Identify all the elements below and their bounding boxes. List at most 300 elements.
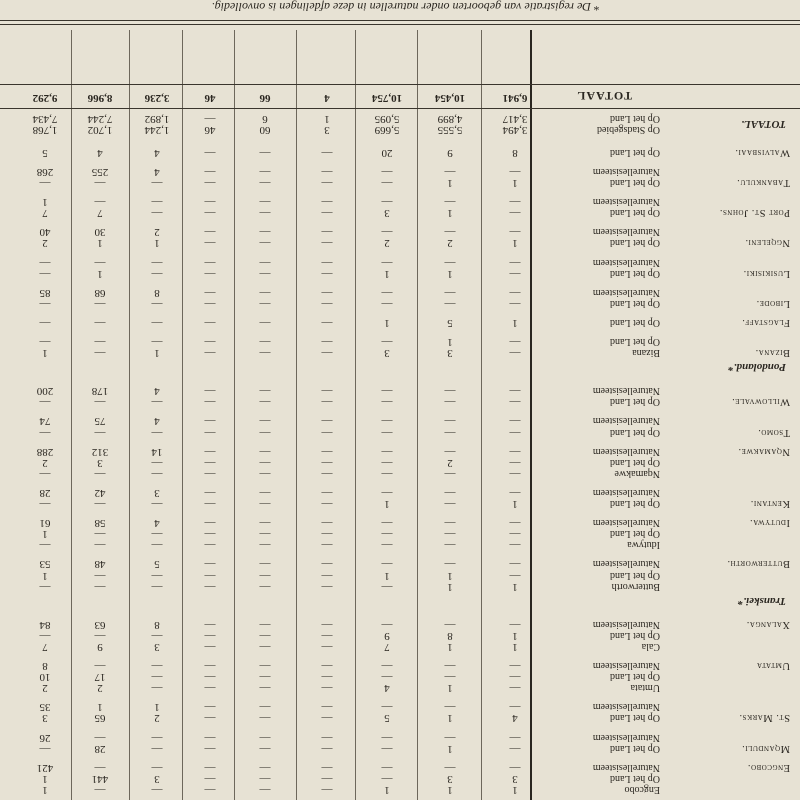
table-cell: 1 — [42, 347, 48, 360]
district-name: Port St. Johns. — [719, 207, 790, 219]
table-cell: 1 — [447, 267, 453, 280]
table-cell: — — [259, 456, 271, 469]
table-cell: 68 — [94, 286, 106, 299]
region-heading: Transkei.* — [737, 594, 786, 607]
table-cell: 4 — [97, 146, 103, 159]
row-label: Op het Land — [610, 297, 660, 309]
table-cell: — — [39, 177, 51, 190]
table-cell: — — [509, 426, 521, 439]
table-cell: — — [151, 177, 163, 190]
district-name: Willowvale. — [731, 396, 790, 408]
table-cell: 3 — [42, 712, 48, 725]
table-cell: 1 — [447, 580, 453, 593]
summary-row-label: Op het Land — [610, 112, 660, 124]
row-label: Butterworth — [611, 580, 660, 592]
table-cell: — — [381, 618, 393, 631]
table-cell: — — [151, 539, 163, 552]
table-cell: — — [151, 528, 163, 541]
row-label: Op het Land — [610, 396, 660, 408]
table-cell: — — [94, 660, 106, 673]
summary-cell: 5,095 — [374, 112, 400, 125]
table-cell: — — [259, 445, 271, 458]
table-cell: — — [94, 569, 106, 582]
table-cell: 1 — [384, 317, 390, 329]
summary-cell: 1,702 — [87, 123, 113, 136]
row-label: Op het Land — [610, 569, 660, 581]
table-cell: 5 — [447, 317, 453, 329]
table-cell: — — [94, 528, 106, 541]
row-label: Naturellesisteem — [592, 196, 660, 208]
grand-total-cell: 66 — [259, 91, 271, 104]
district-name: Flagstaff. — [741, 317, 790, 328]
row-label: Naturellesisteem — [592, 701, 660, 713]
table-cell: — — [259, 487, 271, 499]
table-cell: — — [321, 256, 333, 269]
table-cell: — — [381, 467, 393, 480]
table-cell: — — [381, 286, 393, 299]
table-cell: — — [444, 660, 456, 673]
table-cell: 14 — [151, 445, 163, 458]
table-cell: — — [204, 467, 216, 480]
table-cell: — — [509, 445, 521, 458]
table-cell: — — [259, 317, 271, 329]
table-cell: 1 — [384, 569, 390, 582]
table-cell: — — [94, 347, 106, 360]
table-cell: — — [39, 629, 51, 642]
summary-cell: 3,417 — [502, 112, 528, 125]
table-cell: — — [259, 528, 271, 541]
table-cell: 42 — [94, 487, 106, 499]
table-cell: — — [94, 539, 106, 552]
table-cell: — — [204, 660, 216, 673]
table-cell: 7 — [384, 641, 390, 653]
table-cell: — — [204, 196, 216, 209]
table-cell: — — [509, 731, 521, 744]
table-cell: — — [259, 784, 271, 796]
table-cell: 7 — [42, 641, 48, 653]
table-cell: — — [151, 207, 163, 220]
table-cell: — — [259, 297, 271, 310]
summary-cell: 7,434 — [32, 112, 58, 125]
table-cell: — — [259, 731, 271, 744]
table-cell: — — [204, 396, 216, 409]
grand-total-cell: 10,454 — [434, 91, 466, 104]
table-cell: 2 — [384, 237, 390, 250]
table-cell: — — [509, 347, 521, 360]
table-cell: — — [509, 456, 521, 469]
table-cell: 1 — [154, 347, 160, 360]
table-cell: 8 — [512, 146, 518, 159]
table-cell: 4 — [154, 517, 160, 530]
table-cell: — — [151, 580, 163, 593]
row-label: Naturellesisteem — [592, 487, 660, 498]
row-label: Naturellesisteem — [592, 731, 660, 743]
table-cell: — — [444, 226, 456, 239]
table-cell: — — [381, 396, 393, 409]
table-cell: 3 — [447, 772, 453, 785]
table-cell: — — [151, 731, 163, 744]
district-name: Walvisbaai. — [734, 146, 790, 158]
table-cell: — — [444, 558, 456, 571]
grand-total-cell: 10,754 — [371, 91, 403, 104]
summary-cell: 3,494 — [502, 123, 528, 136]
table-cell: — — [94, 467, 106, 480]
table-cell: 1 — [97, 701, 103, 714]
table-cell: 1 — [42, 784, 48, 796]
table-cell: — — [259, 415, 271, 428]
row-label: Naturellesisteem — [592, 286, 660, 298]
table-cell: — — [381, 671, 393, 684]
table-cell: — — [259, 286, 271, 299]
table-cell: — — [259, 146, 271, 159]
table-cell: — — [259, 660, 271, 673]
table-cell: 3 — [447, 347, 453, 360]
table-cell: — — [259, 207, 271, 220]
table-cell: — — [321, 618, 333, 631]
table-cell: — — [509, 336, 521, 349]
table-cell: 1 — [447, 641, 453, 653]
table-cell: — — [444, 445, 456, 458]
table-cell: 1 — [42, 772, 48, 785]
row-label: Op het Land — [610, 629, 660, 641]
table-cell: — — [321, 558, 333, 571]
table-cell: — — [259, 267, 271, 280]
table-cell: — — [204, 456, 216, 469]
table-cell: — — [509, 385, 521, 398]
table-cell: — — [381, 487, 393, 499]
table-cell: — — [321, 226, 333, 239]
row-label: Op het Land — [610, 317, 660, 328]
table-cell: 1 — [447, 336, 453, 349]
row-label: Op het Land — [610, 426, 660, 438]
table-cell: — — [259, 701, 271, 714]
table-cell: — — [509, 415, 521, 428]
table-cell: — — [204, 317, 216, 329]
table-cell: — — [204, 712, 216, 725]
table-cell: — — [509, 569, 521, 582]
table-cell: — — [321, 196, 333, 209]
row-label: Naturellesisteem — [592, 517, 660, 529]
table-cell: — — [509, 660, 521, 673]
table-cell: — — [259, 498, 271, 511]
table-cell: — — [259, 682, 271, 695]
table-cell: — — [151, 467, 163, 480]
table-cell: — — [204, 207, 216, 220]
table-cell: 1 — [512, 784, 518, 796]
table-cell: — — [94, 177, 106, 190]
row-label: Op het Land — [610, 772, 660, 784]
table-cell: — — [259, 517, 271, 530]
table-cell: — — [321, 426, 333, 439]
summary-cell: 1,892 — [144, 112, 170, 125]
table-cell: — — [151, 456, 163, 469]
table-cell: — — [321, 456, 333, 469]
table-cell: — — [509, 166, 521, 178]
footnote: * De registratie van geboorten onder naturellen in deze afdelingen is onvolledig. — [211, 0, 600, 14]
district-name: Nqamakwe. — [737, 445, 790, 457]
table-cell: — — [444, 517, 456, 530]
table-cell: — — [259, 712, 271, 725]
table-cell: 268 — [36, 166, 54, 178]
table-cell: — — [259, 336, 271, 349]
table-cell: 2 — [42, 682, 48, 695]
table-cell: — — [204, 671, 216, 684]
table-cell: — — [444, 385, 456, 398]
table-cell: — — [321, 385, 333, 398]
grand-total-label: TOTAAL — [576, 88, 632, 103]
row-label: Op het Land — [610, 336, 660, 348]
table-cell: 2 — [42, 237, 48, 250]
summary-cell: 1 — [324, 112, 330, 125]
table-cell: 63 — [94, 618, 106, 631]
table-cell: — — [381, 226, 393, 239]
table-cell: — — [151, 498, 163, 511]
summary-cell: 5,555 — [437, 123, 463, 136]
table-cell: 26 — [39, 731, 51, 744]
table-cell: — — [204, 426, 216, 439]
table-cell: — — [94, 196, 106, 209]
table-cell: — — [381, 742, 393, 755]
table-cell: — — [151, 784, 163, 796]
table-cell: 5 — [42, 146, 48, 159]
row-label: Op het Land — [610, 237, 660, 249]
bottom-rule — [0, 84, 800, 85]
table-cell: — — [259, 671, 271, 684]
table-cell: — — [321, 286, 333, 299]
table-cell: 1 — [384, 267, 390, 280]
table-cell: — — [509, 396, 521, 409]
table-cell: — — [321, 146, 333, 159]
table-cell: — — [151, 761, 163, 774]
table-cell: 421 — [36, 761, 54, 774]
table-cell: — — [259, 196, 271, 209]
table-cell: — — [259, 618, 271, 631]
table-cell: 9 — [97, 641, 103, 653]
row-label: Cala — [641, 641, 660, 652]
table-cell: — — [151, 336, 163, 349]
table-cell: — — [381, 177, 393, 190]
row-label: Umtata — [630, 682, 660, 694]
row-label: Naturellesisteem — [592, 256, 660, 268]
table-cell: 1 — [447, 742, 453, 755]
summary-cell: 4,899 — [437, 112, 463, 125]
table-cell: — — [321, 629, 333, 642]
table-cell: 30 — [94, 226, 106, 239]
top-rule-double — [0, 20, 800, 21]
summary-cell: 6 — [262, 112, 268, 125]
table-cell: — — [151, 267, 163, 280]
table-cell: 5 — [154, 558, 160, 571]
table-cell: — — [259, 742, 271, 755]
table-cell: 3 — [384, 207, 390, 220]
table-cell: — — [321, 267, 333, 280]
table-cell: 1 — [512, 317, 518, 329]
district-name: Idutywa. — [749, 517, 790, 529]
table-cell: 1 — [447, 712, 453, 725]
grand-total-cell: 46 — [204, 91, 216, 104]
table-cell: — — [321, 569, 333, 582]
table-cell: — — [204, 682, 216, 695]
table-cell: 1 — [512, 580, 518, 593]
table-cell: — — [381, 731, 393, 744]
row-label: Op het Land — [610, 712, 660, 724]
table-cell: — — [259, 569, 271, 582]
table-cell: — — [204, 580, 216, 593]
table-cell: — — [321, 772, 333, 785]
summary-cell: 3 — [324, 123, 330, 136]
table-cell: — — [381, 297, 393, 310]
table-cell: — — [381, 701, 393, 714]
table-cell: — — [381, 385, 393, 398]
table-cell: 1 — [512, 237, 518, 250]
table-cell: — — [509, 528, 521, 541]
table-cell: — — [321, 347, 333, 360]
table-cell: — — [444, 286, 456, 299]
table-cell: — — [321, 539, 333, 552]
table-cell: — — [39, 580, 51, 593]
table-cell: — — [39, 256, 51, 269]
table-cell: — — [259, 226, 271, 239]
table-cell: 1 — [447, 207, 453, 220]
table-cell: 1 — [97, 267, 103, 280]
table-cell: — — [204, 641, 216, 653]
table-cell: — — [259, 772, 271, 785]
table-cell: — — [381, 166, 393, 178]
table-cell: — — [204, 528, 216, 541]
table-cell: — — [259, 256, 271, 269]
table-cell: 3 — [154, 772, 160, 785]
summary-cell: — — [204, 112, 216, 125]
table-cell: — — [509, 487, 521, 499]
table-cell: 255 — [91, 166, 109, 178]
table-cell: — — [151, 317, 163, 329]
table-cell: — — [321, 712, 333, 725]
table-cell: — — [94, 297, 106, 310]
district-name: Umtata — [756, 660, 790, 672]
table-cell: — — [204, 701, 216, 714]
district-name: Tsomo. — [757, 426, 790, 438]
table-cell: 9 — [447, 146, 453, 159]
table-cell: 1 — [512, 629, 518, 642]
table-cell: — — [444, 426, 456, 439]
table-cell: — — [321, 761, 333, 774]
table-cell: — — [381, 660, 393, 673]
table-cell: 1 — [512, 498, 518, 511]
table-cell: — — [321, 415, 333, 428]
table-cell: — — [321, 237, 333, 250]
table-cell: 1 — [154, 237, 160, 250]
table-cell: — — [39, 317, 51, 329]
table-cell: — — [381, 445, 393, 458]
table-cell: 1 — [512, 641, 518, 653]
table-cell: 28 — [94, 742, 106, 755]
table-cell: — — [204, 629, 216, 642]
table-cell: — — [204, 267, 216, 280]
table-cell: 4 — [154, 166, 160, 178]
table-cell: — — [509, 267, 521, 280]
row-label: Op het Land — [610, 146, 660, 158]
table-cell: — — [259, 467, 271, 480]
table-cell: 4 — [512, 712, 518, 725]
table-cell: 1 — [384, 784, 390, 796]
table-cell: — — [204, 385, 216, 398]
table-cell: 10 — [39, 671, 51, 684]
table-cell: — — [259, 539, 271, 552]
table-cell: — — [204, 286, 216, 299]
grand-total-cell: 4 — [324, 91, 330, 104]
table-cell: — — [444, 297, 456, 310]
table-cell: — — [204, 558, 216, 571]
row-label: Bizana — [632, 347, 660, 359]
table-cell: — — [321, 487, 333, 499]
table-cell: — — [509, 558, 521, 571]
district-name: Tabankulu. — [736, 177, 790, 189]
table-cell: — — [39, 467, 51, 480]
table-cell: — — [151, 660, 163, 673]
table-cell: 58 — [94, 517, 106, 530]
table-cell: — — [509, 256, 521, 269]
table-cell: — — [259, 166, 271, 178]
table-cell: 1 — [447, 784, 453, 796]
table-cell: — — [39, 267, 51, 280]
table-cell: 178 — [91, 385, 109, 398]
table-cell: — — [444, 415, 456, 428]
table-cell: — — [509, 226, 521, 239]
table-cell: — — [259, 641, 271, 653]
table-cell: — — [204, 226, 216, 239]
table-cell: — — [321, 784, 333, 796]
summary-cell: 1,244 — [144, 123, 170, 136]
summary-heading: TOTAAL. — [741, 117, 786, 130]
table-cell: — — [94, 761, 106, 774]
column-rule — [417, 30, 418, 800]
column-rule — [481, 30, 482, 800]
table-cell: — — [204, 772, 216, 785]
table-cell: — — [151, 629, 163, 642]
table-cell: — — [444, 487, 456, 499]
table-cell: — — [204, 761, 216, 774]
table-cell: — — [321, 336, 333, 349]
table-cell: — — [321, 297, 333, 310]
row-label: Op het Land — [610, 267, 660, 279]
table-cell: — — [94, 629, 106, 642]
table-cell: 40 — [39, 226, 51, 239]
table-cell: — — [259, 385, 271, 398]
table-cell: 1 — [384, 498, 390, 511]
table-cell: — — [509, 618, 521, 631]
table-cell: — — [204, 618, 216, 631]
table-cell: — — [204, 347, 216, 360]
table-cell: — — [509, 671, 521, 684]
table-cell: — — [204, 297, 216, 310]
table-cell: 74 — [39, 415, 51, 428]
row-label: Naturellesisteem — [592, 618, 660, 630]
table-cell: — — [444, 618, 456, 631]
row-label: Nqamakwe — [614, 467, 660, 479]
table-cell: — — [321, 682, 333, 695]
district-name: St. Marks. — [739, 712, 790, 724]
total-rule — [0, 108, 800, 109]
table-cell: — — [444, 761, 456, 774]
table-cell: — — [381, 415, 393, 428]
table-cell: — — [509, 539, 521, 552]
table-cell: — — [321, 528, 333, 541]
table-cell: — — [204, 742, 216, 755]
table-cell: 2 — [447, 237, 453, 250]
table-cell: 85 — [39, 286, 51, 299]
table-cell: 17 — [94, 671, 106, 684]
table-cell: — — [381, 517, 393, 530]
